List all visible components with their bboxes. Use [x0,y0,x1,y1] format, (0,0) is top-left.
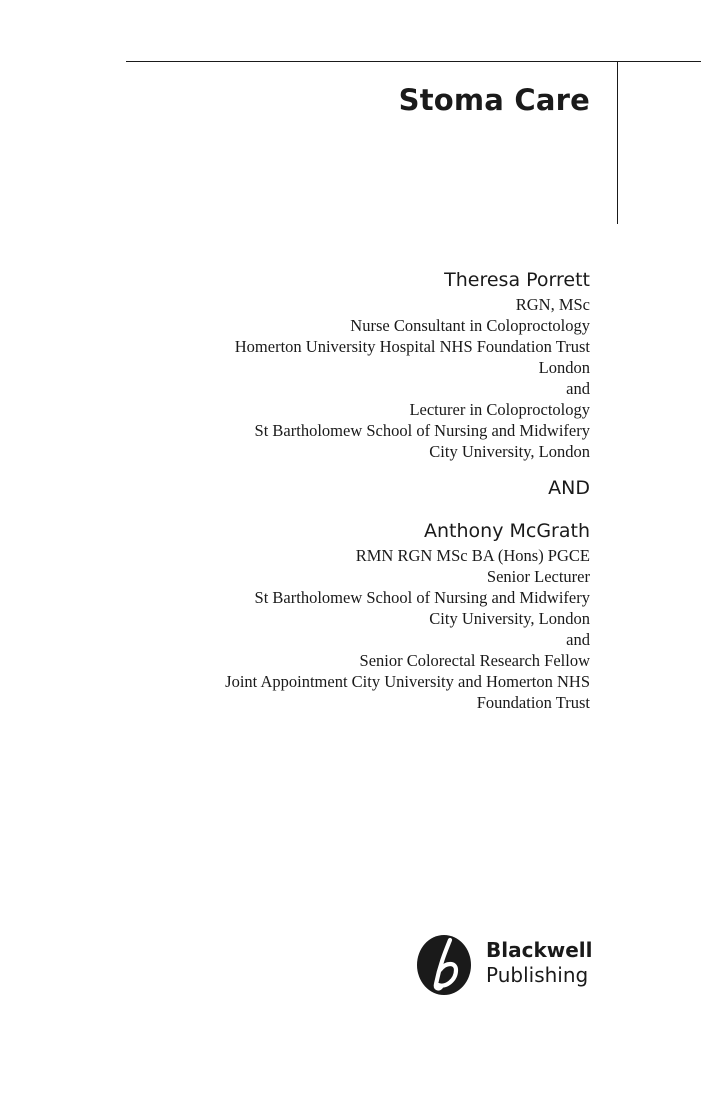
blackwell-b-logo-icon [416,934,476,996]
author2-line: Senior Lecturer [486,567,590,586]
author2-line: Foundation Trust [476,693,590,712]
author2-block [225,517,590,713]
author1-line: Lecturer in Coloproctology [409,400,590,419]
author2-name: Anthony McGrath [424,520,590,542]
and-separator: AND [548,477,590,499]
author2-line: and [566,630,590,649]
vertical-rule [617,62,618,224]
author1-name: Theresa Porrett [444,269,590,291]
book-title: Stoma Care [398,83,590,117]
publisher-line1: Blackwell [486,938,593,962]
author1-line: St Bartholomew School of Nursing and Midwifery [254,421,590,440]
author1-line: Homerton University Hospital NHS Foundation Trust [234,337,590,356]
publisher-line2: Publishing [486,963,589,987]
author1-line: City University, London [429,442,590,461]
author1-line: RGN, MSc [515,295,590,314]
author1-line: Nurse Consultant in Coloproctology [350,316,590,335]
author2-line: Senior Colorectal Research Fellow [359,651,590,670]
author2-line: St Bartholomew School of Nursing and Midwifery [254,588,590,607]
author1-block [235,266,590,462]
author1-line: London [538,358,590,377]
author2-line: Joint Appointment City University and Homerton NHS [225,672,590,691]
publisher-name [486,938,593,988]
author1-line: and [566,379,590,398]
publisher-logo [416,934,596,996]
header-rule [126,61,701,62]
author2-line: RMN RGN MSc BA (Hons) PGCE [355,546,590,565]
author2-line: City University, London [429,609,590,628]
